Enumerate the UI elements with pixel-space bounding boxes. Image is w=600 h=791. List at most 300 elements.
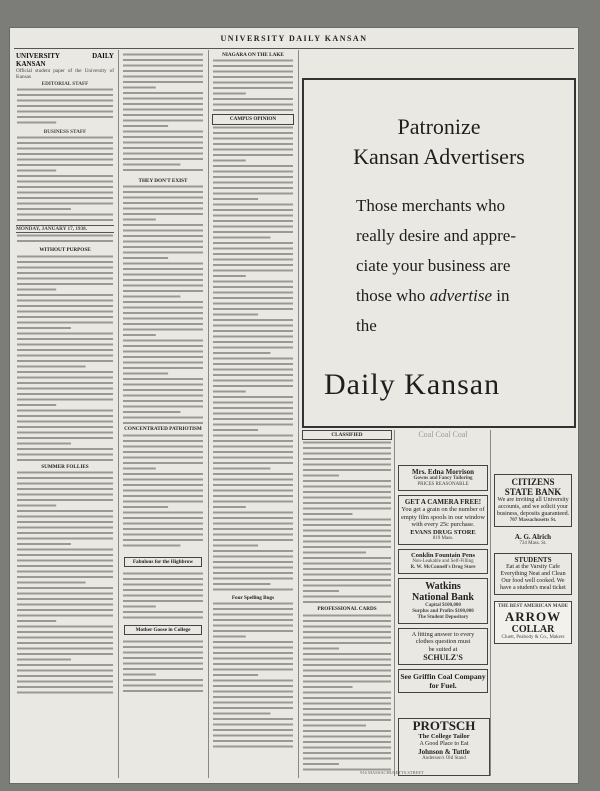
text-line: [17, 310, 113, 312]
text-line: [123, 489, 203, 491]
griffin-coal-ad: See Griffin Coal Company for Fuel.: [398, 669, 488, 693]
text-line: [213, 390, 246, 392]
text-line: [303, 453, 391, 455]
text-line: [17, 277, 113, 279]
text-line: [213, 98, 293, 100]
campus-opinion-heading: CAMPUS OPINION: [212, 114, 294, 124]
text-line: [213, 707, 293, 709]
text-line: [213, 588, 293, 590]
business-staff-heading: BUSINESS STAFF: [43, 128, 87, 135]
text-line: [17, 543, 71, 545]
text-line: [123, 400, 203, 402]
text-line: [123, 109, 203, 111]
text-line: [17, 549, 113, 551]
text-line: [123, 219, 156, 221]
text-line: [17, 299, 113, 301]
text-line: [123, 511, 203, 513]
text-line: [123, 462, 203, 464]
text-line: [123, 202, 203, 204]
text-line: [213, 624, 293, 626]
text-line: [213, 429, 258, 431]
text-line: [303, 636, 391, 638]
editorial-heading-summer-follies: SUMMER FOLLIES: [41, 463, 89, 470]
text-line: [123, 674, 156, 676]
text-line: [303, 508, 391, 510]
text-line: [303, 574, 391, 576]
patronize-body-3: ciate your business are: [356, 256, 511, 275]
text-line: [17, 404, 56, 406]
text-line: [303, 741, 391, 743]
professional-cards-heading: PROFESSIONAL CARDS: [317, 606, 377, 613]
text-line: [17, 675, 113, 677]
text-line: [303, 486, 391, 488]
text-line: [17, 437, 113, 439]
text-line: [17, 153, 113, 155]
text-line: [17, 420, 113, 422]
text-lines-graphic: [212, 125, 294, 595]
text-line: [123, 87, 156, 89]
patronize-line-1: Patronize: [397, 114, 481, 139]
daily-kansan-signature: Daily Kansan: [324, 368, 501, 401]
text-line: [17, 593, 113, 595]
text-line: [213, 148, 293, 150]
text-line: [213, 506, 246, 508]
text-line: [17, 94, 113, 96]
text-lines-graphic: [122, 184, 204, 426]
text-line: [17, 554, 113, 556]
running-header: UNIVERSITY DAILY KANSAN: [220, 34, 368, 43]
text-line: [213, 225, 293, 227]
text-line: [123, 224, 203, 226]
text-line: [123, 445, 203, 447]
text-line: [213, 176, 293, 178]
text-line: [123, 611, 203, 613]
text-line: [17, 426, 113, 428]
text-line: [17, 571, 113, 573]
text-line: [303, 614, 391, 616]
text-line: [123, 290, 203, 292]
text-line: [123, 594, 203, 596]
text-line: [123, 351, 203, 353]
text-line: [213, 445, 293, 447]
text-line: [303, 546, 391, 548]
newspaper-page: [10, 28, 578, 783]
text-line: [17, 283, 113, 285]
text-line: [213, 170, 293, 172]
text-line: [123, 544, 180, 546]
text-line: [17, 459, 113, 461]
text-line: [123, 334, 156, 336]
text-lines-graphic: [212, 58, 294, 114]
editorial-heading-without-purpose: WITHOUT PURPOSE: [39, 247, 91, 254]
text-line: [123, 318, 203, 320]
text-line: [17, 214, 113, 216]
text-line: [213, 143, 293, 145]
text-line: [123, 197, 203, 199]
text-line: [17, 431, 113, 433]
text-line: [213, 159, 246, 161]
text-line: [213, 619, 293, 621]
text-line: [303, 702, 391, 704]
text-line: [213, 132, 293, 134]
text-line: [213, 324, 293, 326]
text-line: [123, 169, 203, 171]
text-line: [123, 572, 203, 574]
text-line: [123, 663, 203, 665]
text-line: [123, 578, 203, 580]
watkins-bank-ad: Watkins National Bank Capital $100,000 Surplus and Profits $100,000 The Student Depository: [398, 578, 488, 624]
text-line: [17, 181, 113, 183]
text-line: [123, 263, 203, 265]
text-line: [123, 478, 203, 480]
text-line: [17, 631, 113, 633]
text-line: [213, 652, 293, 654]
text-line: [213, 346, 293, 348]
text-line: [123, 274, 203, 276]
subscription-block: [16, 135, 114, 225]
text-line: [213, 214, 293, 216]
text-line: [213, 729, 293, 731]
text-line: [303, 724, 366, 726]
text-line: [123, 367, 203, 369]
text-line: [213, 396, 293, 398]
text-line: [213, 440, 293, 442]
text-line: [303, 601, 391, 603]
text-line: [213, 456, 293, 458]
arrow-collar-ad: THE BEST AMERICAN MADE ARROW COLLAR Cluett, Peabody & Co., Makers: [494, 601, 572, 644]
patronize-body-4: those who advertise in: [356, 286, 510, 305]
text-line: [17, 510, 113, 512]
text-line: [17, 365, 86, 367]
text-line: [123, 70, 203, 72]
text-line: [213, 495, 293, 497]
text-line: [213, 71, 293, 73]
text-line: [213, 608, 293, 610]
text-line: [213, 374, 293, 376]
alrich-ad: A. G. Alrich 734 Mass. St.: [514, 533, 552, 546]
text-line: [303, 502, 391, 504]
text-line: [123, 191, 203, 193]
text-line: [17, 532, 113, 534]
text-line: [213, 269, 293, 271]
text-line: [17, 88, 113, 90]
text-line: [303, 513, 353, 515]
text-line: [213, 341, 293, 343]
text-line: [17, 387, 113, 389]
text-line: [123, 279, 203, 281]
text-line: [123, 589, 203, 591]
text-line: [17, 116, 113, 118]
text-line: [17, 148, 113, 150]
editorial-heading-patriotism: CONCENTRATED PATRIOTISM: [124, 426, 202, 433]
text-line: [213, 583, 270, 585]
text-line: [303, 458, 391, 460]
text-line: [213, 511, 293, 513]
text-line: [213, 104, 293, 106]
text-line: [17, 142, 113, 144]
column-rule-2: [208, 50, 209, 778]
column-rule-1: [118, 50, 119, 778]
text-line: [213, 379, 293, 381]
text-line: [213, 93, 246, 95]
text-line: [123, 136, 203, 138]
morrison-ad: Mrs. Edna Morrison Gowns and Fancy Tailoring PRICES REASONABLE: [398, 465, 488, 491]
text-line: [17, 261, 113, 263]
text-line: [123, 103, 203, 105]
text-line: [123, 81, 203, 83]
text-line: [17, 653, 113, 655]
text-line: [213, 718, 293, 720]
text-line: [17, 488, 113, 490]
text-line: [123, 690, 203, 692]
text-line: [123, 539, 203, 541]
text-line: [213, 109, 293, 111]
text-line: [123, 652, 203, 654]
text-line: [123, 76, 203, 78]
schultz-ad: A fitting answer to every clothes question must be suited at SCHULZ'S: [398, 628, 488, 666]
text-line: [303, 475, 339, 477]
text-line: [213, 357, 293, 359]
box-mother-goose: Mother Goose in College: [124, 625, 202, 635]
text-line: [213, 602, 293, 604]
text-line: [17, 442, 71, 444]
text-line: [123, 92, 203, 94]
text-line: [123, 600, 203, 602]
text-line: [213, 674, 258, 676]
text-line: [17, 448, 113, 450]
text-line: [213, 657, 293, 659]
patronize-line-2: Kansan Advertisers: [353, 144, 525, 169]
text-line: [123, 417, 203, 419]
text-line: [17, 415, 113, 417]
text-line: [123, 685, 203, 687]
text-line: [123, 422, 203, 424]
text-line: [213, 522, 293, 524]
text-line: [123, 252, 203, 254]
text-line: [303, 631, 391, 633]
text-line: [123, 406, 203, 408]
text-line: [303, 746, 391, 748]
text-line: [123, 114, 203, 116]
text-line: [213, 451, 293, 453]
text-line: [123, 522, 203, 524]
text-line: [213, 368, 293, 370]
text-line: [17, 192, 113, 194]
text-line: [213, 690, 293, 692]
text-line: [213, 286, 293, 288]
text-line: [17, 516, 113, 518]
classified-column: [302, 430, 392, 776]
text-line: [303, 625, 391, 627]
text-line: [303, 497, 391, 499]
text-line: [213, 407, 293, 409]
patronize-advertisers-ad: [302, 78, 576, 428]
text-line: [17, 121, 56, 123]
text-line: [123, 506, 168, 508]
text-line: [17, 235, 113, 237]
text-line: [123, 356, 203, 358]
text-line: [123, 467, 156, 469]
text-line: [303, 675, 391, 677]
text-line: [303, 708, 391, 710]
text-line: [17, 565, 113, 567]
text-line: [123, 411, 180, 413]
text-line: [123, 456, 203, 458]
text-lines-graphic: [122, 52, 204, 178]
text-lines-graphic: [16, 254, 114, 464]
text-lines-graphic: [16, 87, 114, 129]
text-line: [17, 659, 71, 661]
text-line: [123, 395, 203, 397]
text-line: [17, 354, 113, 356]
text-line: [213, 330, 293, 332]
text-line: [123, 285, 203, 287]
text-line: [123, 296, 180, 298]
patronize-body-2: really desire and appre-: [356, 226, 516, 245]
text-line: [213, 154, 293, 156]
text-line: [123, 246, 203, 248]
text-line: [213, 528, 293, 530]
text-line: [303, 535, 391, 537]
text-line: [213, 745, 293, 747]
text-line: [123, 384, 203, 386]
text-line: [303, 590, 339, 592]
text-line: [17, 604, 113, 606]
text-line: [213, 550, 293, 552]
text-line: [123, 59, 203, 61]
text-line: [123, 345, 203, 347]
text-line: [213, 308, 293, 310]
text-line: [303, 763, 339, 765]
text-line: [213, 723, 293, 725]
text-line: [213, 181, 293, 183]
text-line: [17, 186, 113, 188]
text-line: [213, 561, 293, 563]
text-line: [213, 473, 293, 475]
text-line: [17, 208, 71, 210]
column-1: [16, 52, 114, 776]
text-line: [17, 266, 113, 268]
text-line: [17, 321, 113, 323]
text-line: [213, 685, 293, 687]
text-line: [17, 637, 113, 639]
text-line: [303, 735, 391, 737]
text-line: [213, 352, 270, 354]
text-line: [123, 120, 203, 122]
text-line: [123, 500, 203, 502]
text-line: [303, 552, 366, 554]
text-line: [303, 447, 391, 449]
text-line: [123, 657, 203, 659]
text-lines-graphic: [122, 433, 204, 553]
text-line: [213, 187, 293, 189]
text-line: [303, 691, 391, 693]
text-line: [123, 605, 156, 607]
text-line: [123, 389, 203, 391]
text-lines-graphic: [212, 601, 294, 751]
text-line: [213, 82, 293, 84]
text-line: [213, 555, 293, 557]
text-line: [213, 60, 293, 62]
text-line: [213, 533, 293, 535]
text-line: [17, 164, 113, 166]
text-line: [123, 125, 168, 127]
text-line: [213, 467, 270, 469]
issue-date: MONDAY, JANUARY 17, 1938.: [16, 225, 114, 233]
text-line: [213, 87, 293, 89]
text-line: [213, 679, 293, 681]
text-line: [17, 477, 113, 479]
text-line: [213, 701, 293, 703]
text-line: [213, 76, 293, 78]
text-line: [303, 620, 391, 622]
text-line: [123, 268, 203, 270]
text-line: [213, 198, 258, 200]
text-line: [123, 517, 203, 519]
text-line: [303, 596, 391, 598]
text-line: [17, 483, 113, 485]
text-line: [123, 323, 203, 325]
text-line: [123, 495, 203, 497]
text-line: [17, 288, 56, 290]
text-line: [303, 664, 391, 666]
text-line: [123, 440, 203, 442]
patronize-body-5: the: [356, 316, 377, 335]
text-line: [213, 712, 270, 714]
text-line: [123, 329, 203, 331]
text-line: [303, 541, 391, 543]
text-line: [213, 209, 293, 211]
text-line: [303, 752, 391, 754]
text-line: [123, 307, 203, 309]
text-line: [17, 398, 113, 400]
text-line: [303, 491, 391, 493]
text-lines-graphic: [122, 571, 204, 621]
text-line: [213, 247, 293, 249]
text-line: [123, 213, 203, 215]
text-line: [17, 316, 113, 318]
text-line: [213, 236, 270, 238]
text-line: [17, 203, 113, 205]
text-line: [303, 480, 391, 482]
text-line: [303, 530, 391, 532]
text-line: [17, 686, 113, 688]
text-line: [123, 451, 203, 453]
text-line: [213, 423, 293, 425]
protsch-johnson-ad: PROTSCH The College Tailor A Good Place to Eat Johnson & Tuttle Anderson's Old Stand: [398, 718, 490, 776]
text-line: [213, 668, 293, 670]
text-line: [213, 297, 293, 299]
text-line: [213, 65, 293, 67]
text-line: [303, 669, 391, 671]
text-line: [213, 363, 293, 365]
text-line: [123, 158, 203, 160]
text-line: [17, 137, 113, 139]
staff-list: [16, 87, 114, 129]
text-line: [123, 434, 203, 436]
text-line: [123, 98, 203, 100]
text-line: [123, 208, 203, 210]
text-line: [123, 147, 203, 149]
text-line: [213, 489, 293, 491]
column-2: [122, 52, 204, 776]
ad-column-right: [494, 430, 572, 776]
text-line: [17, 521, 113, 523]
text-line: [123, 186, 203, 188]
students-cafe-ad: STUDENTS Eat at the Varsity Cafe Everything Neat and Clean Our food well cooked. We have a student's meal ticket: [494, 553, 572, 595]
masthead-subtitle: Official student paper of the University of Kansas: [16, 68, 114, 81]
text-lines-graphic: [16, 233, 114, 247]
